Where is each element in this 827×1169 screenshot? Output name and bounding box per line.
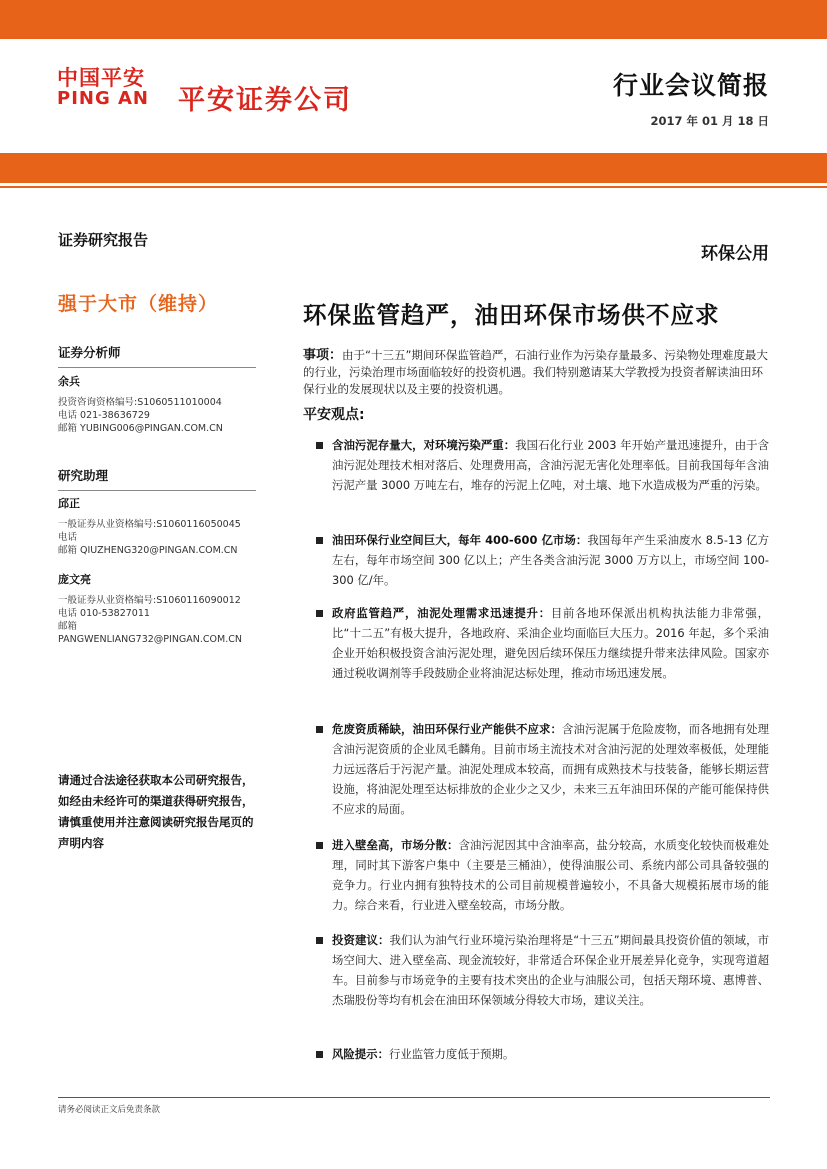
bullet-item [332, 835, 769, 915]
assistant-license: 一般证券从业资格编号:S1060116050045 [58, 519, 241, 530]
analyst-email[interactable]: 邮箱 YUBING006@PINGAN.COM.CN [58, 423, 223, 434]
assistant-info [58, 594, 242, 646]
bullet-text: 我们认为油气行业环境污染治理将是“十三五”期间最具投资价值的领域，市场空间大、进入壁垒高、现金流较好，非常适合环保企业开展差异化竞争，实现弯道超车。目前参与市场竞争的主要有技术突出的企业与油服公司，包括天翔环境、惠博普、杰瑞股份等均有机会在油田环保领域分得较大市场，建议关注。 [332, 933, 769, 1007]
footer-disclaimer: 请务必阅读正文后免责条款 [58, 1105, 161, 1115]
header-thin-line [0, 186, 827, 188]
legal-notice: 请通过合法途径获取本公司研究报告，如经由未经许可的渠道获得研究报告，请慎重使用并注意阅读研究报告尾页的声明内容 [58, 773, 254, 850]
assistant-email[interactable]: 邮箱 QIUZHENG320@PINGAN.COM.CN [58, 545, 238, 556]
bullet-item [332, 719, 769, 819]
assistant-phone: 电话 010-53827011 [58, 608, 150, 619]
assistant-name: 邱正 [58, 497, 80, 510]
bullet-text: 含油污泥因其中含油率高，盐分较高，水质变化较快而极难处理，同时其下游客户集中（主要是三桶油），使得油服公司、系统内部公司具备较强的竞争力。行业内拥有独特技术的公司目前规模普遍较小，不具备大规模拓展市场的能力。综合来看，行业进入壁垒较高，市场分散。 [332, 838, 769, 912]
analyst-info [58, 396, 223, 435]
bullet-heading: 油田环保行业空间巨大，每年 400-600 亿市场： [332, 533, 588, 547]
bullet-icon [316, 726, 323, 733]
bullet-text: 行业监管力度低于预期。 [388, 1047, 515, 1061]
section-label: 证券研究报告 [58, 231, 149, 249]
analysts-heading: 证券分析师 [58, 343, 256, 368]
assistant-name: 庞文亮 [58, 573, 91, 586]
bullet-heading: 政府监管趋严，油泥处理需求迅速提升： [332, 606, 551, 620]
issue-text: 由于“十三五”期间环保监管趋严，石油行业作为污染存量最多、污染物处理难度最大的行业，污染治理市场面临较好的投资机遇。我们特别邀请某大学教授为投资者解读油田环保行业的发展现状以及主要的投资机遇。 [303, 348, 768, 396]
issue-label: 事项： [303, 348, 343, 363]
bullet-heading: 风险提示： [332, 1047, 389, 1061]
bullet-item [332, 930, 769, 1010]
bullet-item [332, 1044, 769, 1064]
bullet-text: 我国每年产生采油废水 8.5-13 亿方左右，每年市场空间 300 亿以上；产生各类含油污泥 3000 万方以上，市场空间 100-300 亿/年。 [332, 533, 770, 587]
analyst-license: 投资咨询资格编号:S1060511010004 [58, 397, 222, 408]
bullet-heading: 投资建议： [332, 933, 390, 947]
bullet-item [332, 603, 769, 683]
assistant-phone: 电话 [58, 532, 78, 543]
report-type: 行业会议简报 [612, 71, 769, 100]
bullet-icon [316, 1051, 323, 1058]
analyst-name: 余兵 [58, 375, 80, 388]
bullet-heading: 进入壁垒高，市场分散： [332, 838, 459, 852]
assistant-email[interactable]: PANGWENLIANG732@PINGAN.COM.CN [58, 634, 242, 645]
assistant-info [58, 518, 241, 557]
bullet-text: 目前各地环保派出机构执法能力非常强，比“十二五”有极大提升，各地政府、采油企业均面临巨大压力。2016 年起，多个采油企业开始积极投资含油污泥处理，避免因后续环保压力继续提升带来法律风险。国家亦通过税收调剂等手段鼓励企业将油泥达标处理，推动市场迅速发展。 [332, 606, 769, 680]
footer-divider [58, 1097, 770, 1098]
industry-label: 环保公用 [701, 244, 769, 264]
header-color-band [0, 153, 827, 183]
views-heading: 平安观点: [303, 407, 365, 423]
bullet-text: 我国石化行业 2003 年开始产量迅速提升，由于含油污泥处理技术相对落后、处理费用高，含油污泥无害化处理率低。目前我国每年含油污泥产量 3000 万吨左右，堆存的污泥上亿吨，对土壤、地下水造成极为严重的污染。 [332, 438, 769, 492]
bullet-icon [316, 442, 323, 449]
bullet-heading: 含油污泥存量大，对环境污染严重： [332, 438, 516, 452]
assistant-license: 一般证券从业资格编号:S1060116090012 [58, 595, 241, 606]
bullet-item [332, 530, 769, 590]
analyst-phone: 电话 021-38636729 [58, 410, 150, 421]
company-name: 平安证券公司 [178, 85, 352, 116]
pingan-logo-en: PING AN [57, 88, 149, 109]
rating-label: 强于大市（维持） [58, 293, 219, 315]
bullet-icon [316, 610, 323, 617]
assistants-heading: 研究助理 [58, 466, 256, 491]
bullet-icon [316, 537, 323, 544]
report-title: 环保监管趋严，油田环保市场供不应求 [303, 301, 720, 329]
pingan-logo-cn: 中国平安 [57, 66, 145, 90]
bullet-text: 含油污泥属于危险废物，而各地拥有处理含油污泥资质的企业凤毛麟角。目前市场主流技术对含油污泥的处理效率极低，处理能力远远落后于污泥产量。油泥处理成本较高，而拥有成熟技术与技装备，能够长期运营设施，将油泥处理至达标排放的企业少之又少，未来三五年油田环保的产能可能保持供不应求的局面。 [332, 722, 769, 816]
bullet-item [332, 435, 769, 495]
bullet-heading: 危废资质稀缺，油田环保行业产能供不应求： [332, 722, 563, 736]
bullet-icon [316, 842, 323, 849]
issue-paragraph [303, 347, 771, 398]
bullet-icon [316, 937, 323, 944]
top-color-bar [0, 0, 827, 39]
assistant-email-label: 邮箱 [58, 621, 78, 632]
report-date: 2017 年 01 月 18 日 [650, 114, 769, 128]
